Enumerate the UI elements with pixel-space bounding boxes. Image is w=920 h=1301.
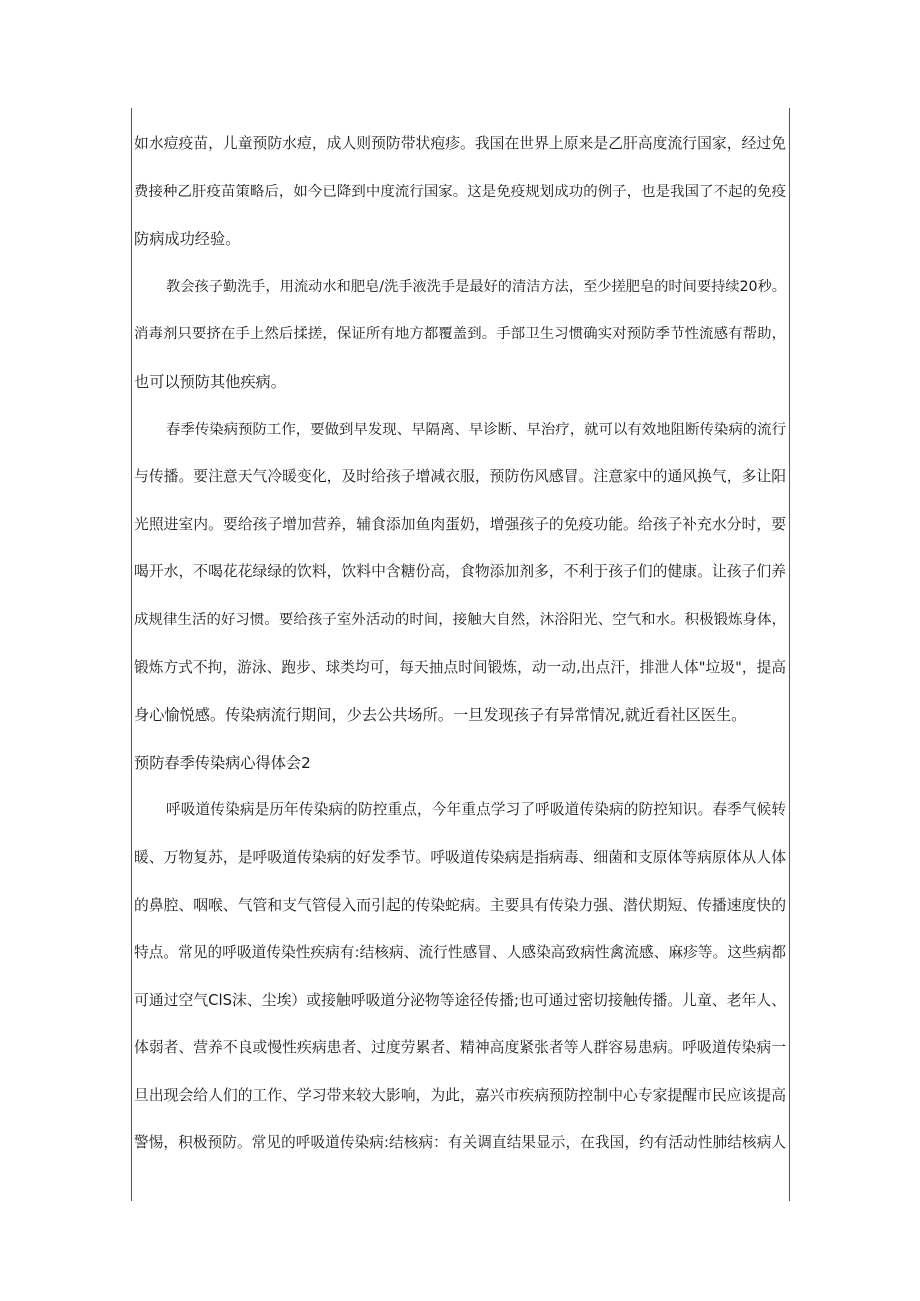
text-line: 锻炼方式不拘，游泳、跑步、球类均可，每天抽点时间锻炼，动一动,出点汗，排泄人体"垃圾"，提高 [134,658,786,676]
page-left-border [131,108,132,1201]
text-line: 旦出现会给人们的工作、学习带来较大影响，为此，嘉兴市疾病预防控制中心专家提醒市民应该提高 [134,1086,786,1104]
text-line: 成规律生活的好习惯。要给孩子室外活动的时间，接触大自然，沐浴阳光、空气和水。积极锻炼身体， [134,611,786,628]
text-line: 春季传染病预防工作，要做到早发现、早隔离、早诊断、早治疗，就可以有效地阻断传染病的流行 [166,421,786,438]
text-line: 警惕，积极预防。常见的呼吸道传染病:结核病：有关调直结果显示，在我国，约有活动性肺结核病人 [134,1134,786,1152]
text-line: 费接种乙肝疫苗策略后，如今已降到中度流行国家。这是免疫规划成功的例子，也是我国了不起的免疫 [134,183,786,200]
text-line: 特点。常见的呼吸道传染性疾病有:结核病、流行性感冒、人感染高致病性禽流感、麻疹等。这些病都 [134,944,786,962]
document-body [134,124,786,1171]
text-line: 喝开水，不喝花花绿绿的饮料，饮料中含糖份高，食物添加剂多，不利于孩子们的健康。让孩子们养 [134,563,786,581]
text-line: 光照进室内。要给孩子增加营养，辅食添加鱼肉蛋奶，增强孩子的免疫功能。给孩子补充水分时，要 [134,515,786,533]
text-line: 身心愉悦感。传染病流行期间，少去公共场所。一旦发现孩子有异常情况,就近看社区医生。 [134,706,747,725]
text-line: 与传播。要注意天气冷暖变化，及时给孩子增减衣服，预防伤风感冒。注意家中的通风换气，多让阳 [134,468,786,486]
text-line: 暖、万物复苏，是呼吸道传染病的好发季节。呼吸道传染病是指病毒、细菌和支原体等病原体从人体 [134,848,786,866]
text-line: 防病成功经验。 [134,230,241,249]
text-line: 呼吸道传染病是历年传染病的防控重点，今年重点学习了呼吸道传染病的防控知识。春季气候转 [166,801,786,819]
text-line: 可通过空气ClS沫、尘埃）或接触呼吸道分泌物等途径传播;也可通过密切接触传播。儿童、老年人、 [134,991,786,1009]
text-line: 的鼻腔、咽喉、气管和支气管侵入而引起的传染蛇病。主要具有传染力强、潜伏期短、传播速度快的 [134,896,786,914]
text-line: 也可以预防其他疾病。 [134,372,286,391]
text-line: 教会孩子勤洗手，用流动水和肥皂/洗手液洗手是最好的清洁方法，至少搓肥皂的时间要持续20秒。 [166,278,786,295]
page-right-border [789,108,790,1201]
text-line: 消毒剂只要挤在手上然后揉搓，保证所有地方都覆盖到。手部卫生习惯确实对预防季节性流感有帮助， [134,326,786,343]
text-line: 如水痘疫苗，儿童预防水痘，成人则预防带状疱疹。我国在世界上原来是乙肝高度流行国家，经过免 [134,135,786,152]
section-heading: 预防春季传染病心得体会2 [134,753,311,772]
text-line: 体弱者、营养不良或慢性疾病患者、过度劳累者、精神高度紧张者等人群容易患病。呼吸道传染病一 [134,1039,786,1057]
